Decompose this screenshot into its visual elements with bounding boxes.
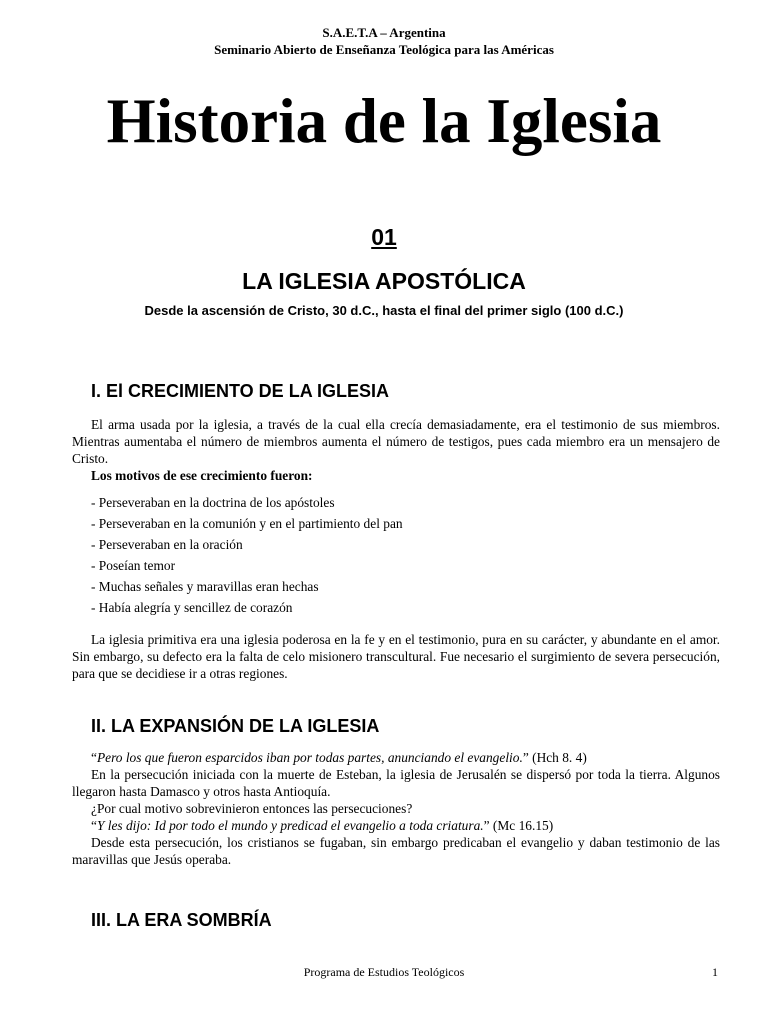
question-line: ¿Por cual motivo sobrevinieron entonces las persecuciones? <box>91 801 413 816</box>
paragraph: La iglesia primitiva era una iglesia poderosa en la fe y en el testimonio, pura en su carácter, y abundante en el amor. Sin embargo, su defecto era la falta de celo misionero transcultural. Fue necesario el surgimiento de severa persecución, para que se decidiese ir a otras regiones. <box>72 632 720 681</box>
motives-list <box>91 492 403 618</box>
list-item: - Muchas señales y maravillas eran hechas <box>91 579 319 594</box>
section-heading-era-sombria: III. LA ERA SOMBRÍA <box>91 910 272 930</box>
paragraph: En la persecución iniciada con la muerte de Esteban, la iglesia de Jerusalén se dispersó por toda la tierra. Algunos llegaron hasta Damasco y otros hasta Antioquía. <box>72 767 720 799</box>
bible-reference: (Hch 8. 4) <box>528 750 587 765</box>
bible-quote-line <box>72 817 720 834</box>
list-item: - Perseveraban en la doctrina de los apóstoles <box>91 495 335 510</box>
header-org-full: Seminario Abierto de Enseñanza Teológica para las Américas <box>214 42 554 57</box>
section-heading-expansion: II. LA EXPANSIÓN DE LA IGLESIA <box>91 716 380 736</box>
paragraph: El arma usada por la iglesia, a través de la cual ella crecía demasiadamente, era el testimonio de sus miembros. Mientras aumentaba el número de miembros aumenta el número de testigos, pues cada miembro era un mensajero de Cristo. <box>72 417 720 466</box>
quote-mark: ” <box>522 750 529 765</box>
header-org: S.A.E.T.A – Argentina <box>322 25 446 40</box>
chapter-number: 01 <box>371 224 397 250</box>
list-item: - Perseveraban en la comunión y en el partimiento del pan <box>91 516 403 531</box>
footer-program: Programa de Estudios Teológicos <box>303 965 465 979</box>
list-item: - Perseveraban en la oración <box>91 537 243 552</box>
bible-quote: Pero los que fueron esparcidos iban por todas partes, anunciando el evangelio. <box>96 750 523 765</box>
bible-reference: (Mc 16.15) <box>489 818 554 833</box>
list-item: - Poseían temor <box>91 558 176 573</box>
chapter-title: LA IGLESIA APOSTÓLICA <box>242 268 526 294</box>
paragraph: Desde esta persecución, los cristianos se fugaban, sin embargo predicaban el evangelio y daban testimonio de las maravillas que Jesús operaba. <box>72 835 720 867</box>
page-number: 1 <box>712 965 718 979</box>
section-body <box>72 749 720 868</box>
motives-label: Los motivos de ese crecimiento fueron: <box>91 468 313 483</box>
list-item: - Había alegría y sencillez de corazón <box>91 600 293 615</box>
quote-mark: “ <box>91 818 97 833</box>
quote-mark: ” <box>483 818 490 833</box>
document-title: Historia de la Iglesia <box>106 86 662 156</box>
bible-quote-line <box>72 749 720 766</box>
bible-quote: Y les dijo: Id por todo el mundo y predicad el evangelio a toda criatura. <box>96 818 484 833</box>
quote-mark: “ <box>91 750 97 765</box>
section-heading-crecimiento: I. El CRECIMIENTO DE LA IGLESIA <box>91 381 390 401</box>
chapter-subtitle: Desde la ascensión de Cristo, 30 d.C., hasta el final del primer siglo (100 d.C.) <box>144 303 624 318</box>
